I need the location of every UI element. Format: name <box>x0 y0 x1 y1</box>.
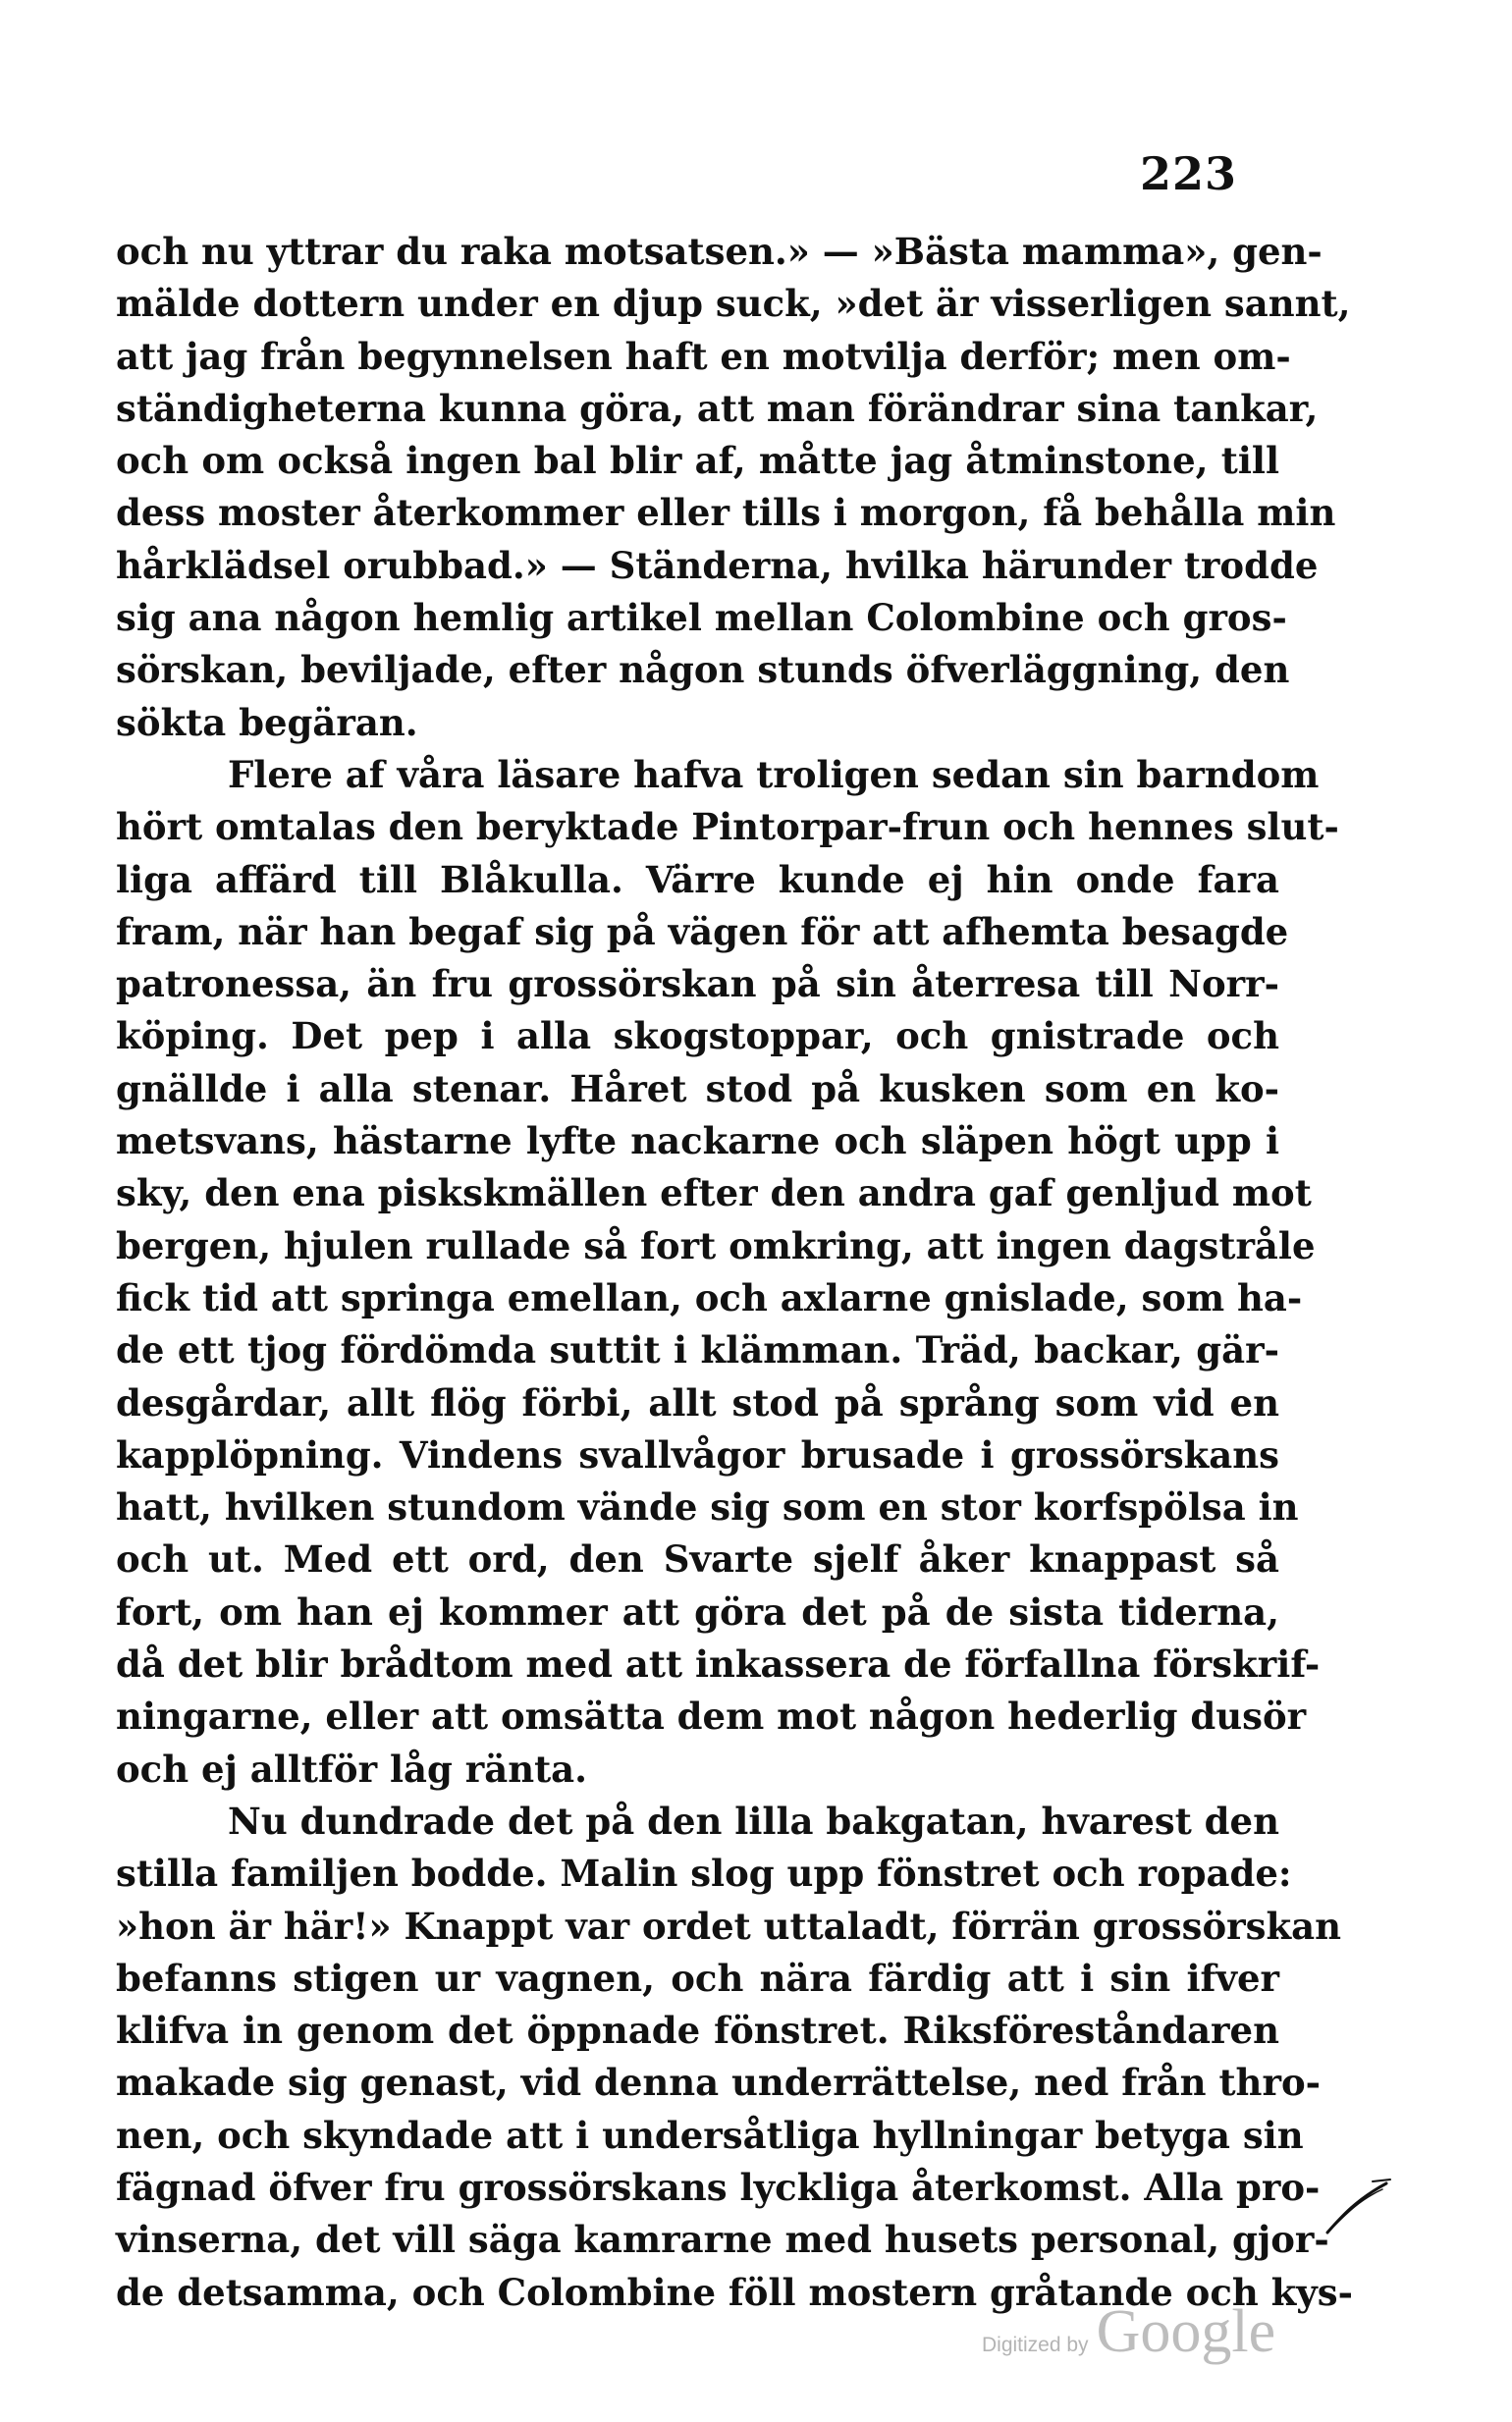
text-line: stilla familjen bodde. Malin slog upp fönstret och ropade: <box>116 1852 1292 1896</box>
text-line: de detsamma, och Colombine föll mostern gråtande och kys- <box>116 2270 1353 2314</box>
text-line: och ut. Med ett ord, den Svarte sjelf åker knappast så <box>116 1537 1279 1582</box>
text-line: patronessa, än fru grossörskan på sin återresa till Norr- <box>116 962 1279 1006</box>
text-line: fram, när han begaf sig på vägen för att afhemta besagde <box>116 909 1289 953</box>
text-line: liga affärd till Blåkulla. Värre kunde ej hin onde fara <box>116 857 1279 901</box>
text-line: sökta begäran. <box>116 700 418 744</box>
text-line: dess moster återkommer eller tills i morgon, få behålla min <box>116 491 1336 535</box>
text-line: metsvans, hästarne lyfte nackarne och släpen högt upp i <box>116 1119 1279 1163</box>
text-line: och om också ingen bal blir af, måtte jag åtminstone, till <box>116 439 1279 483</box>
paragraph-start-line: Nu dundrade det på den lilla bakgatan, hvarest den <box>228 1799 1279 1843</box>
text-line: »hon är här!» Knappt var ordet uttaladt, förrän grossörskan <box>116 1904 1341 1948</box>
text-line: att jag från begynnelsen haft en motvilja derför; men om- <box>116 334 1291 378</box>
text-line: sörskan, beviljade, efter någon stunds öfverläggning, den <box>116 648 1290 692</box>
text-line: makade sig genast, vid denna underrättelse, ned från thro- <box>116 2061 1321 2105</box>
text-line: då det blir brådtom med att inkassera de förfallna förskrif- <box>116 1642 1321 1687</box>
body-text <box>116 226 1353 2319</box>
text-line: köping. Det pep i alla skogstoppar, och gnistrade och <box>116 1014 1279 1058</box>
text-line: sig ana någon hemlig artikel mellan Colombine och gros- <box>116 596 1287 640</box>
ink-flourish-mark <box>1323 2170 1392 2238</box>
text-line: hatt, hvilken stundom vände sig som en stor korfspölsa in <box>116 1485 1299 1530</box>
text-line: fägnad öfver fru grossörskans lyckliga återkomst. Alla pro- <box>116 2165 1321 2209</box>
text-line: nen, och skyndade att i undersåtliga hyllningar betyga sin <box>116 2113 1304 2157</box>
paragraph-start-line: Flere af våra läsare hafva troligen sedan sin barndom <box>228 752 1320 796</box>
text-line: ständigheterna kunna göra, att man förändrar sina tankar, <box>116 386 1319 430</box>
text-line: befanns stigen ur vagnen, och nära färdig att i sin ifver <box>116 1956 1279 2000</box>
text-line: kapplöpning. Vindens svallvågor brusade i grossörskans <box>116 1432 1279 1477</box>
digitized-by-label: Digitized by <box>982 2334 1089 2356</box>
text-line: hårklädsel orubbad.» — Ständerna, hvilka härunder trodde <box>116 543 1319 587</box>
text-line: fort, om han ej kommer att göra det på de sista tiderna, <box>116 1589 1279 1634</box>
text-line: hört omtalas den beryktade Pintorpar-frun och hennes slut- <box>116 805 1339 849</box>
text-line: de ett tjog fördömda suttit i klämman. Träd, backar, gär- <box>116 1328 1279 1372</box>
text-line: bergen, hjulen rullade så fort omkring, att ingen dagstråle <box>116 1223 1316 1267</box>
text-line: fick tid att springa emellan, och axlarne gnislade, som ha- <box>116 1275 1303 1319</box>
text-line: klifva in genom det öppnade fönstret. Riksföreståndaren <box>116 2009 1279 2053</box>
text-line: ningarne, eller att omsätta dem mot någon hederlig dusör <box>116 1695 1307 1739</box>
text-line: vinserna, det vill säga kamrarne med husets personal, gjor- <box>116 2218 1329 2262</box>
text-line: och nu yttrar du raka motsatsen.» — »Bästa mamma», gen- <box>116 230 1323 273</box>
google-wordmark: Google <box>1096 2298 1276 2365</box>
google-digitized-watermark <box>982 2297 1275 2366</box>
text-line: gnällde i alla stenar. Håret stod på kusken som en ko- <box>116 1066 1279 1110</box>
text-line: mälde dottern under en djup suck, »det är visserligen sannt, <box>116 282 1351 326</box>
text-line: desgårdar, allt flög förbi, allt stod på språng som vid en <box>116 1380 1279 1425</box>
text-line: sky, den ena piskskmällen efter den andra gaf genljud mot <box>116 1171 1312 1215</box>
page-number: 223 <box>1139 147 1237 200</box>
text-line: och ej alltför låg ränta. <box>116 1747 588 1791</box>
